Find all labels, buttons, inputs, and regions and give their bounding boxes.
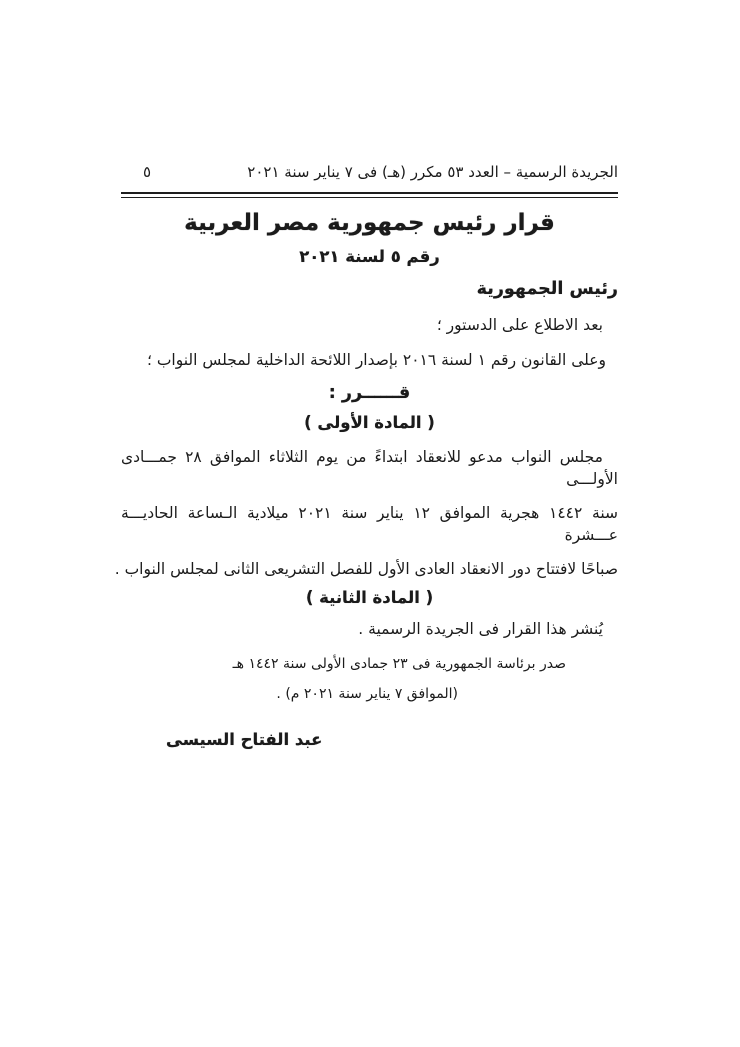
- decree-document: [114, 160, 618, 751]
- article-one-line-1: مجلس النواب مدعو للانعقاد ابتداءً من يوم الثلاثاء الموافق ٢٨ جمـــادى الأولـــى: [121, 448, 618, 488]
- president-signature: عبد الفتاح السيسى: [166, 730, 323, 749]
- issuance-gregorian-date-line: (الموافق ٧ يناير سنة ٢٠٢١ م) .: [276, 686, 458, 702]
- preamble-clause-constitution: بعد الاطلاع على الدستور ؛: [436, 316, 603, 334]
- issuance-hijri-date-line: صدر برئاسة الجمهورية فى ٢٣ جمادى الأولى سنة ١٤٤٢ هـ: [232, 656, 566, 672]
- page-number: ٥: [143, 163, 152, 181]
- decree-title: قرار رئيس جمهورية مصر العربية: [184, 210, 555, 236]
- article-two-publish-clause: يُنشر هذا القرار فى الجريدة الرسمية .: [358, 620, 603, 638]
- article-two-heading: ( المادة الثانية ): [305, 588, 434, 607]
- preamble-clause-law: وعلى القانون رقم ١ لسنة ٢٠١٦ بإصدار اللائحة الداخلية لمجلس النواب ؛: [146, 351, 606, 369]
- header-divider-rule: [121, 192, 618, 198]
- decree-number: رقم ٥ لسنة ٢٠٢١: [299, 247, 440, 266]
- article-one-line-2: سنة ١٤٤٢ هجرية الموافق ١٢ يناير سنة ٢٠٢١ ميلادية الـساعة الحاديـــة عـــشرة: [121, 504, 618, 544]
- decree-word: قــــــرر :: [328, 383, 411, 403]
- gazette-issue-info: الجريدة الرسمية – العدد ٥٣ مكرر (هـ) فى ٧ يناير سنة ٢٠٢١: [247, 163, 618, 181]
- issuer-heading: رئيس الجمهورية: [476, 279, 618, 299]
- page-header: [121, 160, 618, 184]
- article-one-heading: ( المادة الأولى ): [304, 413, 435, 432]
- article-one-line-3: صباحًا لافتتاح دور الانعقاد العادى الأول للفصل التشريعى الثانى لمجلس النواب .: [114, 560, 618, 578]
